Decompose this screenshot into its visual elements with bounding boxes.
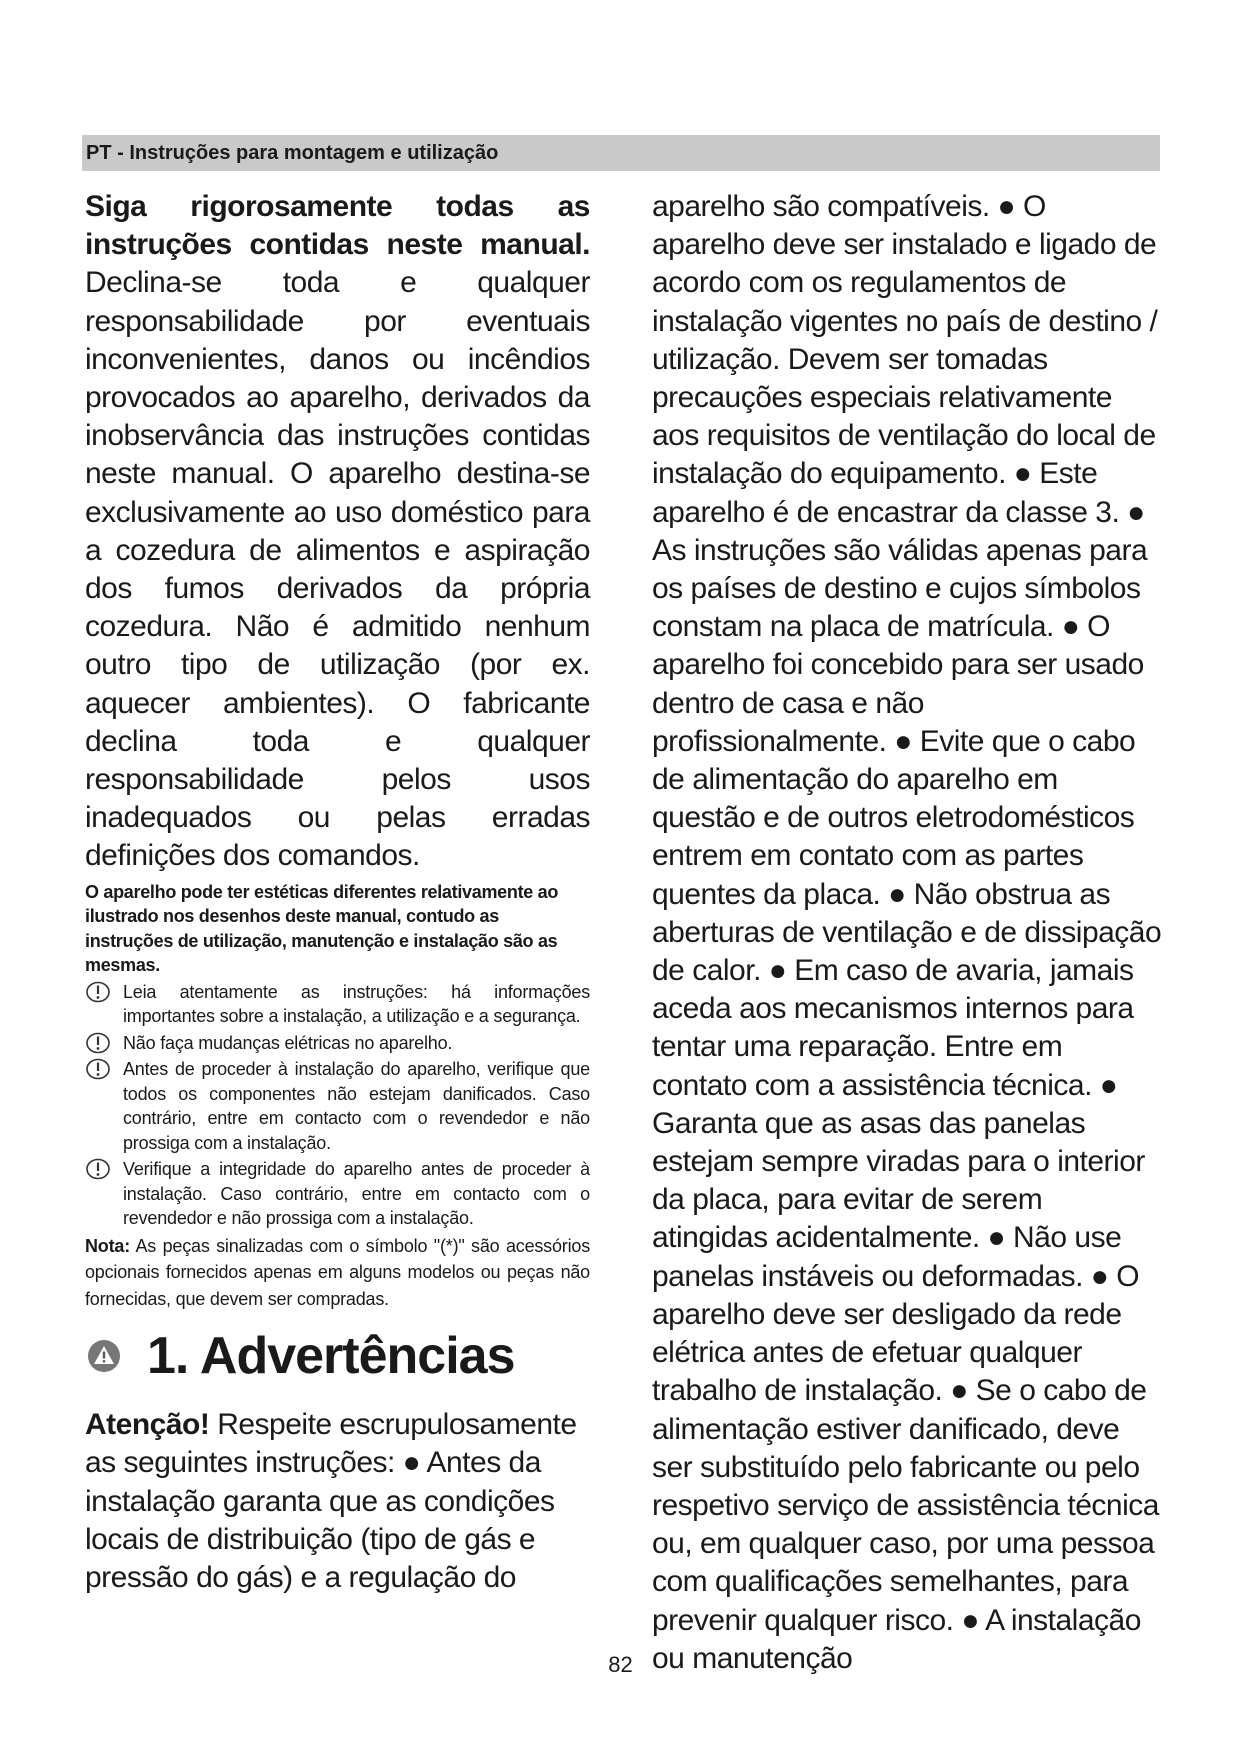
note-text: Antes de proceder à instalação do aparelho, verifique que todos os componentes não estejam danificados. Caso contrário, entre em contacto com o revendedor e não prossiga com a instalação. <box>123 1059 590 1153</box>
note-text: Não faça mudanças elétricas no aparelho. <box>123 1032 453 1053</box>
attention-label: Atenção! <box>85 1408 210 1442</box>
caution-icon <box>85 1031 113 1055</box>
intro-paragraph <box>85 188 590 876</box>
nota-paragraph <box>85 1233 590 1313</box>
nota-label: Nota: <box>85 1235 130 1256</box>
left-column <box>85 188 590 1597</box>
attention-paragraph <box>85 1406 590 1597</box>
intro-text: Declina-se toda e qualquer responsabilidade por eventuais inconvenientes, danos ou incêndios provocados ao aparelho, derivados da inobservância das instruções contidas neste manual. O aparelho destina-se exclusivamente ao uso doméstico para a cozedura de alimentos e aspiração dos fumos derivados da própria cozedura. Não é admitido nenhum outro tipo de utilização (por ex. aquecer ambientes). O fabricante declina toda e qualquer responsabilidade pelos usos inadequados ou pelas erradas definições dos comandos. <box>85 266 590 873</box>
note-item <box>85 1031 590 1056</box>
header-title: PT - Instruções para montagem e utilização <box>86 142 499 164</box>
note-item <box>85 980 590 1029</box>
note-text: Verifique a integridade do aparelho antes de proceder à instalação. Caso contrário, entre em contacto com o revendedor e não prossiga com a instalação. <box>123 1159 590 1229</box>
right-column <box>652 188 1164 1678</box>
caution-icon <box>85 1057 113 1081</box>
warnings-text: aparelho são compatíveis. ● O aparelho deve ser instalado e ligado de acordo com os regulamentos de instalação vigentes no país de destino / utilização. Devem ser tomadas precauções especiais relativamente aos requisitos de ventilação do local de instalação do equipamento. ● Este aparelho é de encastrar da classe 3. ● As instruções são válidas apenas para os países de destino e cujos símbolos constam na placa de matrícula. ● O aparelho foi concebido para ser usado dentro de casa e não profissionalmente. ● Evite que o cabo de alimentação do aparelho em questão e de outros eletrodomésticos entrem em contato com as partes quentes da placa. ● Não obstrua as aberturas de ventilação e de dissipação de calor. ● Em caso de avaria, jamais aceda aos mecanismos internos para tentar uma reparação. Entre em contato com a assistência técnica. ● Garanta que as asas das panelas estejam sempre viradas para o interior da placa, para evitar de serem atingidas acidentalmente. ● Não use panelas instáveis ou deformadas. ● O aparelho deve ser desligado da rede elétrica antes de efetuar qualquer trabalho de instalação. ● Se o cabo de alimentação estiver danificado, deve ser substituído pelo fabricante ou pelo respetivo serviço de assistência técnica ou, em qualquer caso, por uma pessoa com qualificações semelhantes, para prevenir qualquer risco. ● A instalação ou manutenção <box>652 190 1162 1675</box>
note-item <box>85 1057 590 1155</box>
page-number: 82 <box>608 1652 633 1677</box>
section-title: 1. Advertências <box>147 1327 515 1386</box>
nota-text: As peças sinalizadas com o símbolo "(*)" são acessórios opcionais fornecidos apenas em alguns modelos ou peças não fornecidas, que devem ser compradas. <box>85 1235 590 1309</box>
intro-bold: Siga rigorosamente todas as instruções contidas neste manual. <box>85 190 590 262</box>
aesthetics-note: O aparelho pode ter estéticas diferentes relativamente ao ilustrado nos desenhos deste manual, contudo as instruções de utilização, manutenção e instalação são as mesmas. <box>85 881 559 976</box>
note-item <box>85 1157 590 1231</box>
caution-icon <box>85 1157 113 1181</box>
warning-icon <box>87 1339 121 1373</box>
note-text: Leia atentamente as instruções: há informações importantes sobre a instalação, a utilização e a segurança. <box>123 981 590 1027</box>
attention-text: Respeite escrupulosamente as seguintes instruções: ● Antes da instalação garanta que as condições locais de distribuição (tipo de gás e pressão do gás) e a regulação do <box>85 1408 577 1594</box>
section-heading <box>85 1320 590 1392</box>
caution-icon <box>85 980 113 1004</box>
header-bar <box>82 135 1160 171</box>
